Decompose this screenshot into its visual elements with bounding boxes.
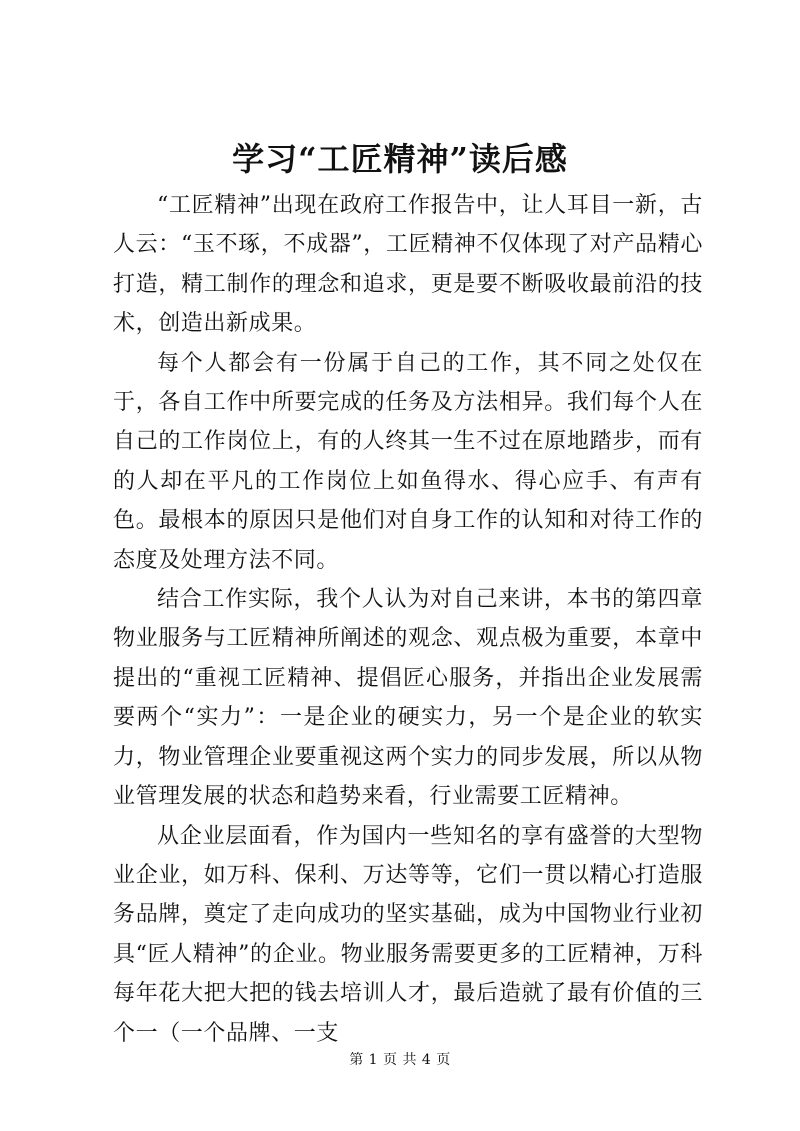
paragraph-4: 从企业层面看，作为国内一些知名的享有盛誉的大型物业企业，如万科、保利、万达等等，它们一贯以精心打造服务品牌，奠定了走向成功的坚实基础，成为中国物业行业初具“匠人精神”的企业。物业服务需要更多的工匠精神，万科每年花大把大把的钱去培训人才，最后造就了最有价值的三个一（一个品牌、一支 xyxy=(113,823,703,1046)
document-title: 学习“工匠精神”读后感 xyxy=(232,140,568,178)
paragraph-3: 结合工作实际，我个人认为对自己来讲，本书的第四章物业服务与工匠精神所阐述的观念、观点极为重要，本章中提出的“重视工匠精神、提倡匠心服务，并指出企业发展需要两个“实力”：一是企业的硬实力，另一个是企业的软实力，物业管理企业要重视这两个实力的同步发展，所以从物业管理发展的状态和趋势来看，行业需要工匠精神。 xyxy=(113,587,703,810)
page-number-footer: 第 1 页 共 4 页 xyxy=(349,1052,451,1068)
document-body xyxy=(113,186,703,1053)
paragraph-1: “工匠精神”出现在政府工作报告中，让人耳目一新，古人云：“玉不琢，不成器”，工匠精神不仅体现了对产品精心打造，精工制作的理念和追求，更是要不断吸收最前沿的技术，创造出新成果。 xyxy=(113,193,703,337)
paragraph-2: 每个人都会有一份属于自己的工作，其不同之处仅在于，各自工作中所要完成的任务及方法相异。我们每个人在自己的工作岗位上，有的人终其一生不过在原地踏步，而有的人却在平凡的工作岗位上如鱼得水、得心应手、有声有色。最根本的原因只是他们对自身工作的认知和对待工作的态度及处理方法不同。 xyxy=(113,350,703,573)
